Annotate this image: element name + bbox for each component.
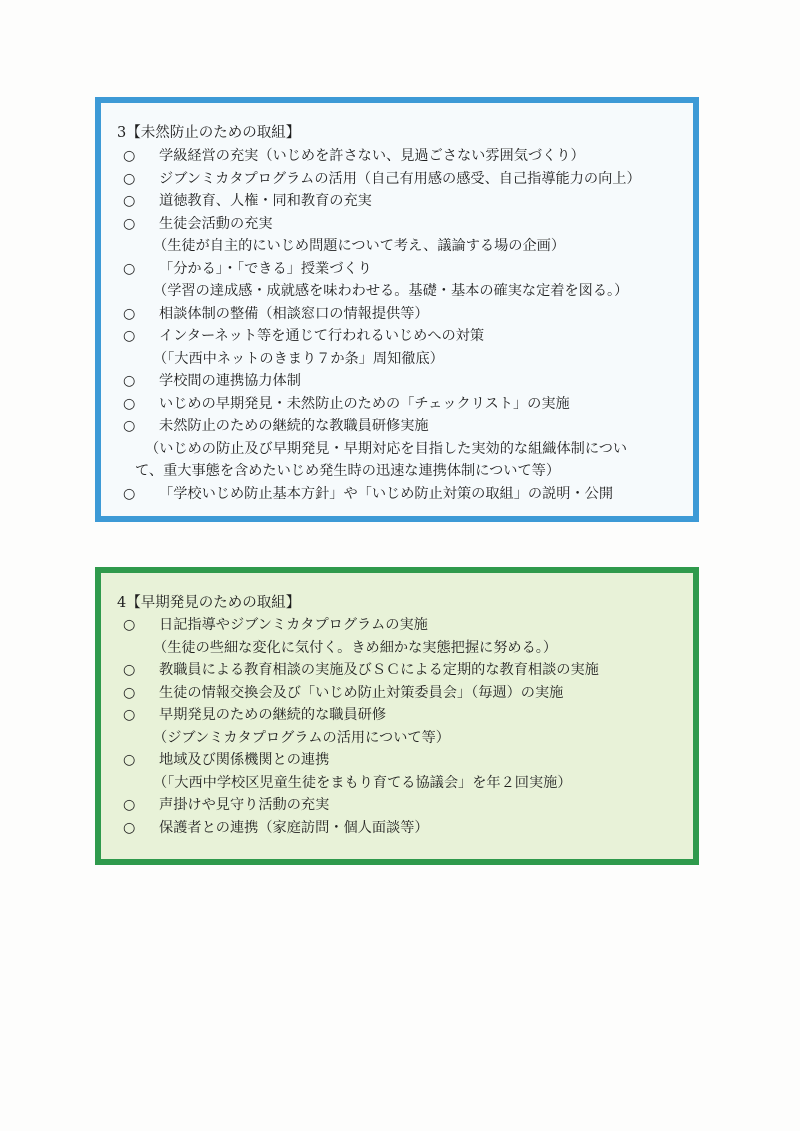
item-text: 日記指導やジブンミカタプログラムの実施 <box>159 617 428 633</box>
item-text: 生徒会活動の充実 <box>159 215 273 232</box>
section-3-list <box>123 145 683 505</box>
circle-bullet-icon: ○ <box>123 819 136 836</box>
section-3-title: 3【未然防止のための取組】 <box>117 125 301 141</box>
item-text: いじめの早期発見・未然防止のための「チェックリスト」の実施 <box>159 395 570 412</box>
item-text: 学校間の連携協力体制 <box>159 373 301 389</box>
list-item <box>123 370 683 393</box>
item-text: インターネット等を通じて行われるいじめへの対策 <box>159 328 485 344</box>
item-text: 生徒の情報交換会及び「いじめ防止対策委員会」（毎週）の実施 <box>159 684 564 701</box>
item-text: 教職員による教育相談の実施及びＳＣによる定期的な教育相談の実施 <box>159 662 599 678</box>
item-note: （生徒の些細な変化に気付く。きめ細かな実態把握に努める。） <box>153 639 558 656</box>
list-item <box>123 704 683 727</box>
circle-bullet-icon: ○ <box>123 260 136 277</box>
item-text: 未然防止のための継続的な教職員研修実施 <box>159 418 429 434</box>
item-text: 声掛けや見守り活動の充実 <box>159 797 330 813</box>
list-item <box>123 415 683 438</box>
list-item <box>123 303 683 326</box>
circle-bullet-icon: ○ <box>123 797 136 813</box>
item-note: （「大西中ネットのきまり７か条」周知徹底） <box>153 350 444 367</box>
item-text: 学級経営の充実（いじめを許さない、見過ごさない雰囲気づくり） <box>159 148 585 164</box>
list-item <box>123 817 683 840</box>
list-item <box>123 659 683 682</box>
circle-bullet-icon: ○ <box>123 215 136 232</box>
circle-bullet-icon: ○ <box>123 662 136 678</box>
item-text: 「学校いじめ防止基本方針」や「いじめ防止対策の取組」の説明・公開 <box>159 485 614 502</box>
list-item <box>123 749 683 772</box>
list-item <box>123 258 683 281</box>
list-item <box>123 145 683 168</box>
circle-bullet-icon: ○ <box>123 684 136 701</box>
circle-bullet-icon: ○ <box>123 617 136 633</box>
list-item <box>123 213 683 236</box>
circle-bullet-icon: ○ <box>123 707 136 723</box>
circle-bullet-icon: ○ <box>123 373 136 389</box>
item-text: 地域及び関係機関との連携 <box>159 752 330 768</box>
item-note: （学習の達成感・成就感を味わわせる。基礎・基本の確実な定着を図る。） <box>153 283 629 299</box>
list-item <box>123 483 683 506</box>
circle-bullet-icon: ○ <box>123 328 136 344</box>
item-text: 「分かる」・「できる」授業づくり <box>159 260 372 277</box>
circle-bullet-icon: ○ <box>123 395 136 412</box>
item-note: （いじめの防止及び早期発見・早期対応を目指した実効的な組織体制につい <box>145 440 628 457</box>
circle-bullet-icon: ○ <box>123 305 136 322</box>
item-note: （「大西中学校区児童生徒をまもり育てる協議会」を年２回実施） <box>153 774 572 791</box>
circle-bullet-icon: ○ <box>123 485 136 502</box>
circle-bullet-icon: ○ <box>123 752 136 768</box>
item-text: ジブンミカタプログラムの活用（自己有用感の感受、自己指導能力の向上） <box>159 170 641 187</box>
item-note: て、重大事態を含めたいじめ発生時の迅速な連携体制について等） <box>135 463 561 479</box>
circle-bullet-icon: ○ <box>123 170 136 187</box>
section-4-title: 4【早期発見のための取組】 <box>117 595 301 611</box>
item-text: 保護者との連携（家庭訪問・個人面談等） <box>159 819 429 836</box>
item-text: 相談体制の整備（相談窓口の情報提供等） <box>159 305 429 322</box>
section-3-box <box>95 97 699 522</box>
circle-bullet-icon: ○ <box>123 418 136 434</box>
item-note: （ジブンミカタプログラムの活用について等） <box>153 729 450 746</box>
circle-bullet-icon: ○ <box>123 148 136 164</box>
circle-bullet-icon: ○ <box>123 193 136 209</box>
list-item <box>123 325 683 348</box>
list-item <box>123 614 683 637</box>
list-item <box>123 168 683 191</box>
section-4-box <box>95 567 699 865</box>
list-item <box>123 794 683 817</box>
item-text: 道徳教育、人権・同和教育の充実 <box>159 193 372 209</box>
list-item <box>123 682 683 705</box>
list-item <box>123 393 683 416</box>
item-note: （生徒が自主的にいじめ問題について考え、議論する場の企画） <box>153 238 566 254</box>
item-text: 早期発見のための継続的な職員研修 <box>159 707 387 723</box>
list-item <box>123 190 683 213</box>
section-4-list <box>123 614 683 839</box>
